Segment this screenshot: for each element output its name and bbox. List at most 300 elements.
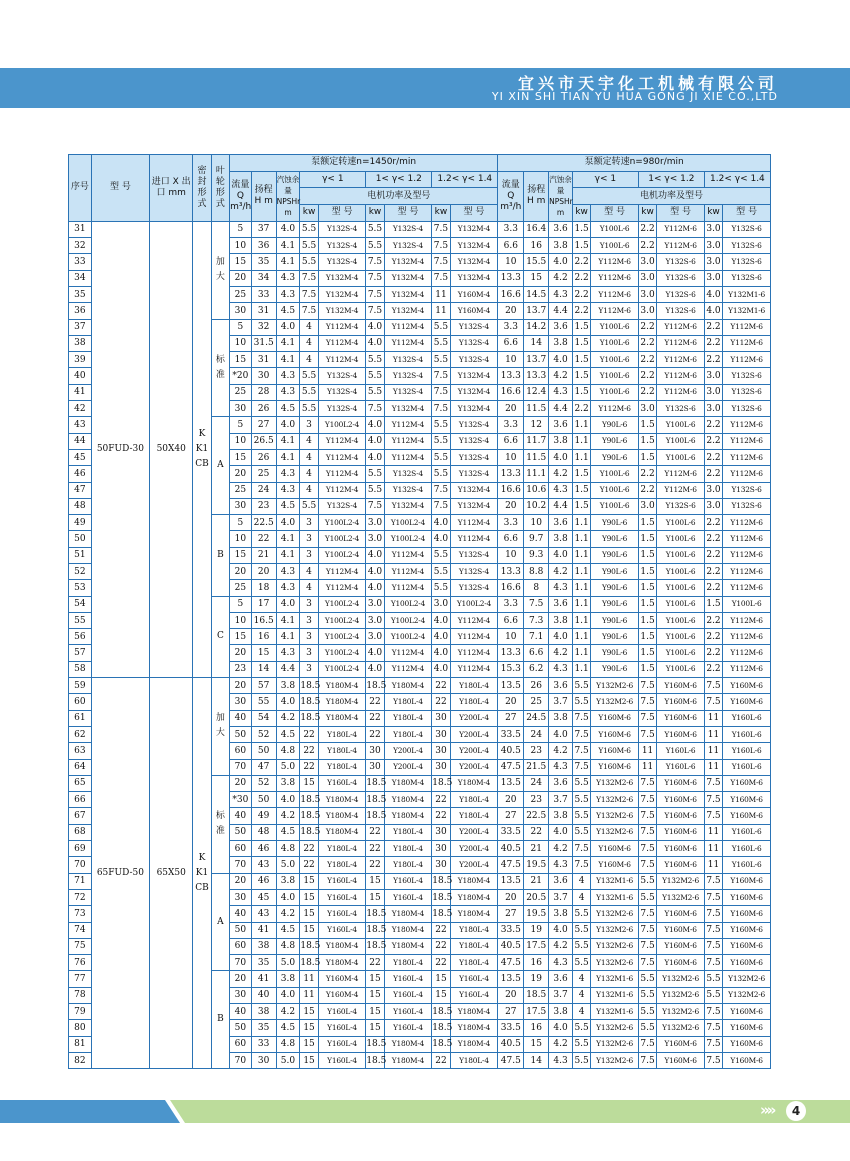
data-cell: Y160M-4 xyxy=(318,987,366,1003)
data-cell: 5.5 xyxy=(366,221,384,237)
data-cell: 15 xyxy=(366,987,384,1003)
data-cell: 4.0 xyxy=(366,319,384,335)
data-cell: 18.5 xyxy=(366,922,384,938)
header-kw: kw xyxy=(366,205,384,222)
data-cell: 3.6 xyxy=(549,775,573,791)
data-cell: Y132S-6 xyxy=(723,221,771,237)
data-cell: 5.0 xyxy=(276,857,300,873)
pump-spec-table xyxy=(68,154,771,1069)
data-cell: 2.2 xyxy=(704,629,722,645)
data-cell: 10 xyxy=(230,531,252,547)
seq-cell: 51 xyxy=(69,547,92,563)
data-cell: Y160M-6 xyxy=(591,841,639,857)
data-cell: Y100L2-4 xyxy=(318,515,366,531)
data-cell: Y100L-6 xyxy=(723,596,771,612)
data-cell: 2.2 xyxy=(704,335,722,351)
data-cell: 4.0 xyxy=(549,1020,573,1036)
data-cell: Y132S-6 xyxy=(723,368,771,384)
data-cell: Y160L-4 xyxy=(384,987,432,1003)
data-cell: Y180L-4 xyxy=(318,857,366,873)
data-cell: Y112M-6 xyxy=(723,547,771,563)
header-flow-980: 流量 Q m³/h xyxy=(498,171,524,221)
data-cell: 3.6 xyxy=(549,417,573,433)
data-cell: 20 xyxy=(498,792,524,808)
seq-cell: 63 xyxy=(69,743,92,759)
data-cell: Y100L-6 xyxy=(657,629,705,645)
data-cell: Y100L-6 xyxy=(591,335,639,351)
model-cell: 50FUD-30 xyxy=(91,221,149,677)
data-cell: 5.5 xyxy=(572,922,590,938)
data-cell: 4.1 xyxy=(276,449,300,465)
seq-cell: 78 xyxy=(69,987,92,1003)
data-cell: Y180L-4 xyxy=(318,743,366,759)
data-cell: 5.5 xyxy=(300,254,318,270)
data-cell: Y90L-6 xyxy=(591,580,639,596)
data-cell: Y100L-6 xyxy=(591,384,639,400)
data-cell: 31 xyxy=(251,303,276,319)
data-cell: 5.5 xyxy=(572,792,590,808)
seq-cell: 77 xyxy=(69,971,92,987)
data-cell: 4 xyxy=(572,889,590,905)
header-seal-type: 密封形式 xyxy=(193,155,211,222)
data-cell: Y132S-6 xyxy=(657,498,705,514)
data-cell: Y160L-6 xyxy=(723,857,771,873)
data-cell: Y100L-6 xyxy=(657,661,705,677)
data-cell: 3.7 xyxy=(549,889,573,905)
data-cell: 4.0 xyxy=(366,645,384,661)
data-cell: Y132M2-6 xyxy=(591,694,639,710)
seq-cell: 48 xyxy=(69,498,92,514)
data-cell: 12.4 xyxy=(524,384,549,400)
data-cell: 16.6 xyxy=(498,384,524,400)
seq-cell: 75 xyxy=(69,938,92,954)
data-cell: 3.0 xyxy=(366,596,384,612)
data-cell: 5.5 xyxy=(572,938,590,954)
seq-cell: 59 xyxy=(69,678,92,694)
company-name-cn: 宜兴市天宇化工机械有限公司 xyxy=(517,74,778,93)
data-cell: 5.5 xyxy=(300,238,318,254)
data-cell: 11 xyxy=(704,759,722,775)
data-cell: 3.6 xyxy=(549,873,573,889)
data-cell: Y112M-4 xyxy=(384,580,432,596)
data-cell: 33.5 xyxy=(498,824,524,840)
chevron-right-icon: »» xyxy=(760,1101,774,1119)
seq-cell: 72 xyxy=(69,889,92,905)
data-cell: 15.5 xyxy=(524,254,549,270)
data-cell: Y132S-4 xyxy=(450,433,498,449)
data-cell: 22 xyxy=(432,1052,450,1068)
data-cell: 4 xyxy=(300,319,318,335)
data-cell: 1.5 xyxy=(638,563,656,579)
data-cell: 1.5 xyxy=(572,498,590,514)
data-cell: 4 xyxy=(300,466,318,482)
data-cell: Y160M-6 xyxy=(723,792,771,808)
data-cell: Y180L-4 xyxy=(384,955,432,971)
data-cell: 10 xyxy=(230,433,252,449)
data-cell: 24 xyxy=(524,726,549,742)
seq-cell: 79 xyxy=(69,1004,92,1020)
data-cell: 57 xyxy=(251,678,276,694)
data-cell: 10 xyxy=(498,352,524,368)
data-cell: Y132M2-6 xyxy=(657,1004,705,1020)
data-cell: 2.2 xyxy=(638,482,656,498)
data-cell: Y200L-4 xyxy=(450,841,498,857)
data-cell: 4.3 xyxy=(549,580,573,596)
data-cell: Y100L2-4 xyxy=(318,629,366,645)
data-cell: Y112M-4 xyxy=(318,433,366,449)
data-cell: 4.2 xyxy=(549,368,573,384)
data-cell: Y112M-6 xyxy=(657,335,705,351)
data-cell: 7.5 xyxy=(366,303,384,319)
data-cell: 22 xyxy=(300,841,318,857)
data-cell: Y132M-4 xyxy=(450,238,498,254)
data-cell: Y132S-6 xyxy=(657,254,705,270)
data-cell: Y100L-6 xyxy=(591,482,639,498)
data-cell: Y180M-4 xyxy=(384,775,432,791)
seq-cell: 42 xyxy=(69,401,92,417)
data-cell: 3.0 xyxy=(704,254,722,270)
data-cell: 5.5 xyxy=(300,368,318,384)
data-cell: 5.5 xyxy=(572,694,590,710)
data-cell: 3.0 xyxy=(638,303,656,319)
data-cell: Y180L-4 xyxy=(450,955,498,971)
data-cell: Y100L-6 xyxy=(591,498,639,514)
data-cell: 4.0 xyxy=(549,254,573,270)
data-cell: 7.5 xyxy=(638,694,656,710)
data-cell: Y160M-6 xyxy=(657,775,705,791)
data-cell: 3.0 xyxy=(704,270,722,286)
header-motor-type: 型 号 xyxy=(657,205,705,222)
data-cell: 40 xyxy=(230,710,252,726)
data-cell: 5.0 xyxy=(276,955,300,971)
data-cell: Y132S-4 xyxy=(318,498,366,514)
data-cell: 5.5 xyxy=(638,987,656,1003)
data-cell: Y132M1-6 xyxy=(723,303,771,319)
data-cell: Y160M-6 xyxy=(657,1036,705,1052)
data-cell: 5.5 xyxy=(432,466,450,482)
data-cell: Y112M-6 xyxy=(591,286,639,302)
data-cell: 4.3 xyxy=(276,466,300,482)
data-cell: 24 xyxy=(251,482,276,498)
data-cell: Y112M-6 xyxy=(657,466,705,482)
seq-cell: 65 xyxy=(69,775,92,791)
data-cell: 5.5 xyxy=(432,547,450,563)
data-cell: Y132S-4 xyxy=(318,254,366,270)
data-cell: 33.5 xyxy=(498,922,524,938)
data-cell: Y180L-4 xyxy=(450,808,498,824)
data-cell: 10 xyxy=(498,449,524,465)
data-cell: Y200L-4 xyxy=(450,743,498,759)
inlet-outlet-cell: 50X40 xyxy=(150,221,193,677)
data-cell: Y180M-4 xyxy=(450,906,498,922)
data-cell: 1.5 xyxy=(572,335,590,351)
data-cell: 4.3 xyxy=(549,384,573,400)
data-cell: Y132S-4 xyxy=(450,449,498,465)
data-cell: Y180L-4 xyxy=(384,824,432,840)
data-cell: 55 xyxy=(251,694,276,710)
header-motor-type: 型 号 xyxy=(723,205,771,222)
data-cell: Y160L-6 xyxy=(723,743,771,759)
data-cell: 27 xyxy=(498,710,524,726)
data-cell: 14.5 xyxy=(524,286,549,302)
data-cell: 4.3 xyxy=(276,384,300,400)
data-cell: Y160M-6 xyxy=(657,841,705,857)
data-cell: 10.2 xyxy=(524,498,549,514)
data-cell: 5 xyxy=(230,319,252,335)
data-cell: 3.6 xyxy=(549,971,573,987)
data-cell: 1.1 xyxy=(572,449,590,465)
data-cell: 2.2 xyxy=(638,368,656,384)
header-gamma-lt-1: γ< 1 xyxy=(300,171,366,188)
data-cell: 25 xyxy=(230,384,252,400)
data-cell: 1.1 xyxy=(572,629,590,645)
data-cell: Y132S-6 xyxy=(723,498,771,514)
data-cell: Y180M-4 xyxy=(384,1052,432,1068)
data-cell: Y132M-4 xyxy=(384,303,432,319)
data-cell: 16.5 xyxy=(251,612,276,628)
data-cell: 22 xyxy=(300,759,318,775)
seq-cell: 45 xyxy=(69,449,92,465)
data-cell: 4.3 xyxy=(276,580,300,596)
data-cell: 5.5 xyxy=(366,238,384,254)
data-cell: Y180M-4 xyxy=(318,792,366,808)
data-cell: Y132M-4 xyxy=(450,384,498,400)
data-cell: 35 xyxy=(251,1020,276,1036)
data-cell: 1.1 xyxy=(572,433,590,449)
data-cell: Y180M-4 xyxy=(384,808,432,824)
data-cell: 13.3 xyxy=(498,368,524,384)
data-cell: Y160L-4 xyxy=(450,987,498,1003)
header-npsh: 汽蚀余量 NPSHr m xyxy=(276,171,300,221)
data-cell: 20 xyxy=(498,889,524,905)
data-cell: 6.6 xyxy=(498,531,524,547)
data-cell: Y112M-6 xyxy=(723,612,771,628)
data-cell: Y132M2-6 xyxy=(723,971,771,987)
data-cell: 21 xyxy=(524,873,549,889)
data-cell: 7.5 xyxy=(638,824,656,840)
data-cell: 7.5 xyxy=(704,938,722,954)
data-cell: Y112M-4 xyxy=(384,335,432,351)
data-cell: 2.2 xyxy=(572,303,590,319)
data-cell: Y132M-4 xyxy=(450,254,498,270)
data-cell: Y132M1-6 xyxy=(591,889,639,905)
data-cell: Y132S-4 xyxy=(318,221,366,237)
data-cell: 15 xyxy=(366,971,384,987)
data-cell: 31 xyxy=(251,352,276,368)
data-cell: Y132S-6 xyxy=(657,270,705,286)
data-cell: Y132S-6 xyxy=(723,401,771,417)
seq-cell: 37 xyxy=(69,319,92,335)
data-cell: 22 xyxy=(251,531,276,547)
data-cell: 13.3 xyxy=(498,563,524,579)
data-cell: Y160L-6 xyxy=(657,759,705,775)
data-cell: 7.5 xyxy=(704,922,722,938)
data-cell: 31.5 xyxy=(251,335,276,351)
data-cell: 11 xyxy=(300,971,318,987)
data-cell: 7.5 xyxy=(300,303,318,319)
data-cell: Y112M-4 xyxy=(384,449,432,465)
data-cell: Y160L-6 xyxy=(657,743,705,759)
data-cell: 10 xyxy=(230,335,252,351)
seal-type-cell: K K1 CB xyxy=(193,221,211,677)
data-cell: 4.0 xyxy=(549,629,573,645)
data-cell: 20 xyxy=(230,775,252,791)
inlet-outlet-cell: 65X50 xyxy=(150,678,193,1069)
data-cell: Y112M-6 xyxy=(591,303,639,319)
seq-cell: 56 xyxy=(69,629,92,645)
data-cell: 7.3 xyxy=(524,612,549,628)
header-gamma-lt-1-980: γ< 1 xyxy=(572,171,638,188)
data-cell: 60 xyxy=(230,743,252,759)
data-cell: Y132M2-6 xyxy=(591,938,639,954)
data-cell: 30 xyxy=(432,857,450,873)
data-cell: Y112M-4 xyxy=(384,645,432,661)
data-cell: Y132S-6 xyxy=(657,286,705,302)
data-cell: 14 xyxy=(524,1052,549,1068)
data-cell: 2.2 xyxy=(704,466,722,482)
data-cell: 15 xyxy=(251,645,276,661)
data-cell: 3.8 xyxy=(549,906,573,922)
impeller-type-cell: A xyxy=(211,417,229,515)
data-cell: 4.3 xyxy=(549,661,573,677)
data-cell: Y132S-4 xyxy=(384,238,432,254)
data-cell: 13.5 xyxy=(498,678,524,694)
header-kw: kw xyxy=(300,205,318,222)
data-cell: Y132M-4 xyxy=(450,401,498,417)
data-cell: Y112M-6 xyxy=(591,401,639,417)
data-cell: 18.5 xyxy=(432,1004,450,1020)
data-cell: 11 xyxy=(704,824,722,840)
data-cell: 26 xyxy=(251,449,276,465)
impeller-type-cell: C xyxy=(211,596,229,677)
data-cell: Y100L2-4 xyxy=(318,645,366,661)
data-cell: 22 xyxy=(300,726,318,742)
data-cell: 7.5 xyxy=(704,678,722,694)
data-cell: 1.5 xyxy=(638,612,656,628)
data-cell: 2.2 xyxy=(638,384,656,400)
data-cell: 4.3 xyxy=(276,482,300,498)
data-cell: 30 xyxy=(230,498,252,514)
data-cell: 3.3 xyxy=(498,515,524,531)
data-cell: 3.8 xyxy=(549,238,573,254)
data-cell: 30 xyxy=(366,759,384,775)
data-cell: 24 xyxy=(524,775,549,791)
data-cell: Y112M-4 xyxy=(384,563,432,579)
data-cell: Y100L-6 xyxy=(657,515,705,531)
data-cell: 46 xyxy=(251,873,276,889)
seq-cell: 53 xyxy=(69,580,92,596)
data-cell: 20 xyxy=(498,694,524,710)
data-cell: Y112M-4 xyxy=(450,531,498,547)
data-cell: 3.0 xyxy=(638,498,656,514)
data-cell: 2.2 xyxy=(704,563,722,579)
data-cell: 7.5 xyxy=(524,596,549,612)
data-cell: Y132S-6 xyxy=(657,303,705,319)
data-cell: Y200L-4 xyxy=(450,759,498,775)
data-cell: 10 xyxy=(498,629,524,645)
data-cell: Y132M2-6 xyxy=(591,1036,639,1052)
data-cell: 7.5 xyxy=(704,906,722,922)
data-cell: 18.5 xyxy=(432,1020,450,1036)
header-gamma-1-1.2: 1< γ< 1.2 xyxy=(366,171,432,188)
data-cell: Y160M-6 xyxy=(723,906,771,922)
data-cell: 22.5 xyxy=(251,515,276,531)
data-cell: 5.5 xyxy=(638,1020,656,1036)
data-cell: Y160M-6 xyxy=(591,857,639,873)
data-cell: 20 xyxy=(230,971,252,987)
data-cell: 3.8 xyxy=(549,531,573,547)
data-cell: Y132M2-6 xyxy=(657,971,705,987)
data-cell: Y132S-4 xyxy=(450,352,498,368)
data-cell: Y90L-6 xyxy=(591,596,639,612)
data-cell: 4.2 xyxy=(276,808,300,824)
data-cell: 30 xyxy=(432,841,450,857)
data-cell: Y200L-4 xyxy=(450,857,498,873)
data-cell: Y160M-6 xyxy=(657,922,705,938)
data-cell: 1.5 xyxy=(704,596,722,612)
data-cell: 15 xyxy=(300,873,318,889)
data-cell: 5.5 xyxy=(638,1004,656,1020)
data-cell: 13.5 xyxy=(498,873,524,889)
data-cell: 4.3 xyxy=(276,645,300,661)
data-cell: 4 xyxy=(300,433,318,449)
data-cell: Y180M-4 xyxy=(450,1036,498,1052)
data-cell: Y132M2-6 xyxy=(591,808,639,824)
data-cell: Y132S-4 xyxy=(384,221,432,237)
data-cell: 22 xyxy=(366,824,384,840)
data-cell: 30 xyxy=(251,1052,276,1068)
seq-cell: 41 xyxy=(69,384,92,400)
data-cell: 27 xyxy=(498,808,524,824)
data-cell: 4.0 xyxy=(366,547,384,563)
data-cell: Y180M-4 xyxy=(450,1020,498,1036)
table-row xyxy=(69,221,771,237)
data-cell: 7.5 xyxy=(638,1036,656,1052)
data-cell: 3 xyxy=(300,515,318,531)
impeller-type-cell: 加大 xyxy=(211,678,229,776)
seq-cell: 40 xyxy=(69,368,92,384)
data-cell: 15 xyxy=(366,889,384,905)
data-cell: 4.2 xyxy=(276,710,300,726)
data-cell: 7.5 xyxy=(432,254,450,270)
data-cell: 7.5 xyxy=(704,955,722,971)
data-cell: 13.3 xyxy=(524,368,549,384)
data-cell: 22 xyxy=(432,938,450,954)
data-cell: Y100L2-4 xyxy=(318,531,366,547)
data-cell: 7.5 xyxy=(704,775,722,791)
seq-cell: 71 xyxy=(69,873,92,889)
data-cell: 7.5 xyxy=(432,368,450,384)
data-cell: Y132M2-6 xyxy=(591,678,639,694)
data-cell: Y132M-4 xyxy=(318,286,366,302)
seq-cell: 35 xyxy=(69,286,92,302)
data-cell: Y100L-6 xyxy=(657,449,705,465)
data-cell: 7.5 xyxy=(300,270,318,286)
seq-cell: 49 xyxy=(69,515,92,531)
data-cell: 1.5 xyxy=(638,547,656,563)
data-cell: 15 xyxy=(230,352,252,368)
data-cell: 40.5 xyxy=(498,1036,524,1052)
data-cell: Y132S-6 xyxy=(723,482,771,498)
data-cell: Y132S-4 xyxy=(318,384,366,400)
data-cell: 4.8 xyxy=(276,841,300,857)
data-cell: 4.0 xyxy=(366,335,384,351)
data-cell: 30 xyxy=(230,303,252,319)
data-cell: Y132M-4 xyxy=(384,401,432,417)
data-cell: 38 xyxy=(251,938,276,954)
data-cell: 1.1 xyxy=(572,580,590,596)
page-number: 4 xyxy=(786,1101,806,1121)
